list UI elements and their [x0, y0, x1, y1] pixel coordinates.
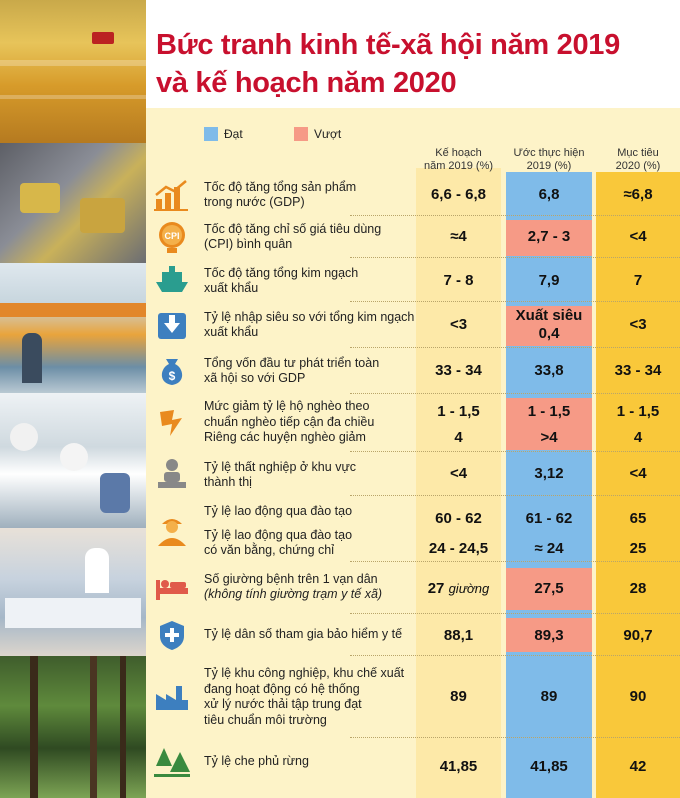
row-label-line: Tốc độ tăng chỉ số giá tiêu dùng: [204, 222, 382, 236]
cell-target: 33 - 34: [614, 362, 662, 379]
cell-target: 7: [633, 272, 643, 289]
table-row: [146, 452, 680, 496]
table-row: [146, 348, 680, 394]
table-row: [146, 216, 680, 258]
cell-plan: 6,6 - 6,8: [430, 186, 487, 203]
row-label-line: Tỷ lệ nhập siêu so với tổng kim ngạch: [204, 310, 415, 324]
table-row: [146, 656, 680, 738]
cell-target: <4: [629, 228, 647, 245]
header-plan-2019: [414, 147, 503, 173]
row-label: [204, 356, 416, 386]
cell-target: ≈6,8: [623, 186, 653, 203]
cell-plan-line: 4: [454, 429, 463, 446]
legend-exceeded-label: Vượt: [314, 127, 342, 141]
row-label-line: đang hoạt động có hệ thống: [204, 681, 360, 696]
cell-estimate: [506, 307, 592, 343]
hospital-bed-icon: [152, 570, 192, 606]
row-label-line: trong nước (GDP): [204, 195, 305, 209]
cell-estimate-line: 1 - 1,5: [527, 403, 571, 420]
row-label: [204, 666, 416, 728]
photo-car-factory: [0, 143, 146, 263]
cell-target: [596, 399, 680, 451]
table-row: [146, 614, 680, 656]
row-label-line: Tốc độ tăng tổng kim ngạch: [204, 266, 359, 280]
cell-plan-number: 27: [427, 580, 445, 597]
row-label-line: chuẩn nghèo tiếp cận đa chiều: [204, 414, 375, 429]
header-target-2020: [596, 147, 680, 173]
row-label-line: (không tính giường trạm y tế xã): [204, 587, 383, 601]
cell-estimate: 41,85: [530, 758, 568, 775]
import-arrow-icon: [152, 307, 192, 343]
row-label-line: Tỷ lệ lao động qua đào tạo: [204, 527, 353, 542]
cell-plan: 41,85: [439, 758, 478, 775]
row-label-line: Mức giảm tỷ lệ hộ nghèo theo: [204, 399, 370, 413]
poverty-icon: [152, 404, 192, 440]
cell-estimate-line: 61 - 62: [525, 510, 573, 527]
table-row: [146, 496, 680, 562]
row-label-line: Tỷ lệ che phủ rừng: [204, 754, 309, 768]
row-label-line: Số giường bệnh trên 1 vạn dân: [204, 572, 378, 586]
cell-estimate: 6,8: [538, 186, 560, 203]
cell-estimate: 89: [540, 688, 558, 705]
row-label-line: xã hội so với GDP: [204, 371, 306, 385]
page-title: [156, 26, 671, 102]
table-row: [146, 174, 680, 216]
cell-estimate: 33,8: [534, 362, 564, 379]
cell-target: 90,7: [623, 627, 653, 644]
cell-estimate-line: 0,4: [538, 325, 560, 342]
header-estimate-line-2: 2019 (%): [526, 160, 572, 172]
cell-estimate: 2,7 - 3: [527, 228, 571, 245]
factory-icon: [152, 678, 192, 714]
cell-plan: [416, 504, 501, 564]
cell-estimate-line: >4: [540, 429, 558, 446]
row-label-line: Tổng vốn đầu tư phát triển toàn: [204, 356, 380, 370]
cell-plan-line: 24 - 24,5: [428, 540, 489, 557]
row-label-line: xử lý nước thải tập trung đạt: [204, 697, 362, 711]
cell-target: 42: [629, 758, 647, 775]
row-label-line: tiêu chuẩn môi trường: [204, 712, 327, 727]
cell-estimate-line: Xuất siêu: [515, 307, 583, 324]
row-label-line: xuất khẩu: [204, 281, 259, 295]
cell-target-line: 1 - 1,5: [616, 403, 660, 420]
row-label: [204, 310, 416, 340]
cell-target-line: 25: [629, 540, 647, 557]
photo-garment-workers: [0, 393, 146, 528]
photo-rice-field: [0, 0, 146, 143]
cell-plan-unit: giường: [448, 581, 490, 596]
legend-exceeded-swatch: [294, 127, 308, 141]
unemployment-icon: [152, 456, 192, 492]
header-estimate-2019: [506, 147, 592, 173]
row-label: [204, 460, 416, 490]
export-ship-icon: [152, 262, 192, 298]
row-label: [204, 399, 416, 446]
cell-target: 90: [629, 688, 647, 705]
forest-icon: [152, 744, 192, 780]
row-label: [204, 627, 416, 642]
cell-target: <4: [629, 465, 647, 482]
row-label: [204, 180, 416, 210]
gdp-chart-icon: [152, 177, 192, 213]
legend-exceeded: [294, 127, 341, 141]
photo-forest: [0, 656, 146, 798]
cell-plan: 88,1: [443, 627, 474, 644]
cell-target-line: 65: [629, 510, 647, 527]
header-estimate-line-1: Ước thực hiện: [513, 147, 585, 159]
row-label: [204, 754, 416, 769]
row-label-line: xuất khẩu: [204, 325, 259, 339]
cell-target: [596, 504, 680, 564]
row-label-line: thành thị: [204, 475, 252, 489]
cell-estimate: 7,9: [538, 272, 560, 289]
row-label: [204, 222, 416, 252]
cell-estimate: 3,12: [534, 465, 564, 482]
cell-plan: [416, 580, 501, 597]
photo-strip: [0, 0, 146, 798]
table-row: [146, 562, 680, 614]
cell-estimate: [506, 399, 592, 451]
row-label-line: Tỷ lệ lao động qua đào tạo: [204, 504, 353, 518]
cell-target: 28: [629, 580, 647, 597]
legend-achieved-swatch: [204, 127, 218, 141]
row-label: [204, 572, 416, 602]
row-label-line: Tỷ lệ dân số tham gia bảo hiểm y tế: [204, 627, 403, 641]
title-line-1: Bức tranh kinh tế-xã hội năm 2019: [156, 29, 620, 61]
table-row: [146, 738, 680, 798]
cell-estimate-line: ≈ 24: [534, 540, 564, 557]
cell-plan: <4: [449, 465, 468, 482]
cell-estimate: [506, 504, 592, 564]
cell-estimate: 89,3: [534, 627, 564, 644]
header-target-line-1: Mục tiêu: [617, 147, 659, 159]
row-label-line: Tỷ lệ khu công nghiệp, khu chế xuất: [204, 666, 405, 680]
cell-plan: [416, 399, 501, 451]
legend-achieved: [204, 127, 243, 141]
cpi-icon: [152, 219, 192, 255]
cell-plan-line: 60 - 62: [435, 510, 482, 527]
table-row: [146, 258, 680, 302]
cell-target: <3: [629, 316, 647, 333]
insurance-icon: [152, 617, 192, 653]
header-plan-line-2: năm 2019 (%): [423, 160, 494, 172]
row-label-line: Tỷ lệ thất nghiệp ở khu vực: [204, 460, 357, 474]
legend-achieved-label: Đạt: [224, 127, 243, 141]
row-label-line: Riêng các huyện nghèo giảm: [204, 430, 366, 444]
header-target-line-2: 2020 (%): [615, 160, 661, 172]
photo-supermarket: [0, 263, 146, 393]
worker-icon: [152, 512, 192, 548]
row-label: [204, 266, 416, 296]
money-bag-icon: [152, 353, 192, 389]
table-row: [146, 394, 680, 452]
row-label: [204, 504, 416, 559]
row-label-line: Tốc độ tăng tổng sản phẩm: [204, 180, 357, 194]
row-label-line: có văn bằng, chứng chỉ: [204, 543, 334, 557]
cell-plan: <3: [449, 316, 468, 333]
header-plan-line-1: Kế hoạch: [435, 147, 482, 159]
cell-plan: 7 - 8: [443, 272, 474, 289]
photo-hospital: [0, 528, 146, 656]
row-label-line: (CPI) bình quân: [204, 237, 293, 251]
cell-estimate: 27,5: [534, 580, 564, 597]
table-row: [146, 302, 680, 348]
cell-plan: ≈4: [450, 228, 467, 245]
cell-plan-line: 1 - 1,5: [437, 403, 480, 420]
cell-plan: 89: [450, 688, 467, 705]
cell-plan: 33 - 34: [435, 362, 482, 379]
title-line-2: và kế hoạch năm 2020: [156, 67, 457, 99]
cell-target-line: 4: [633, 429, 643, 446]
